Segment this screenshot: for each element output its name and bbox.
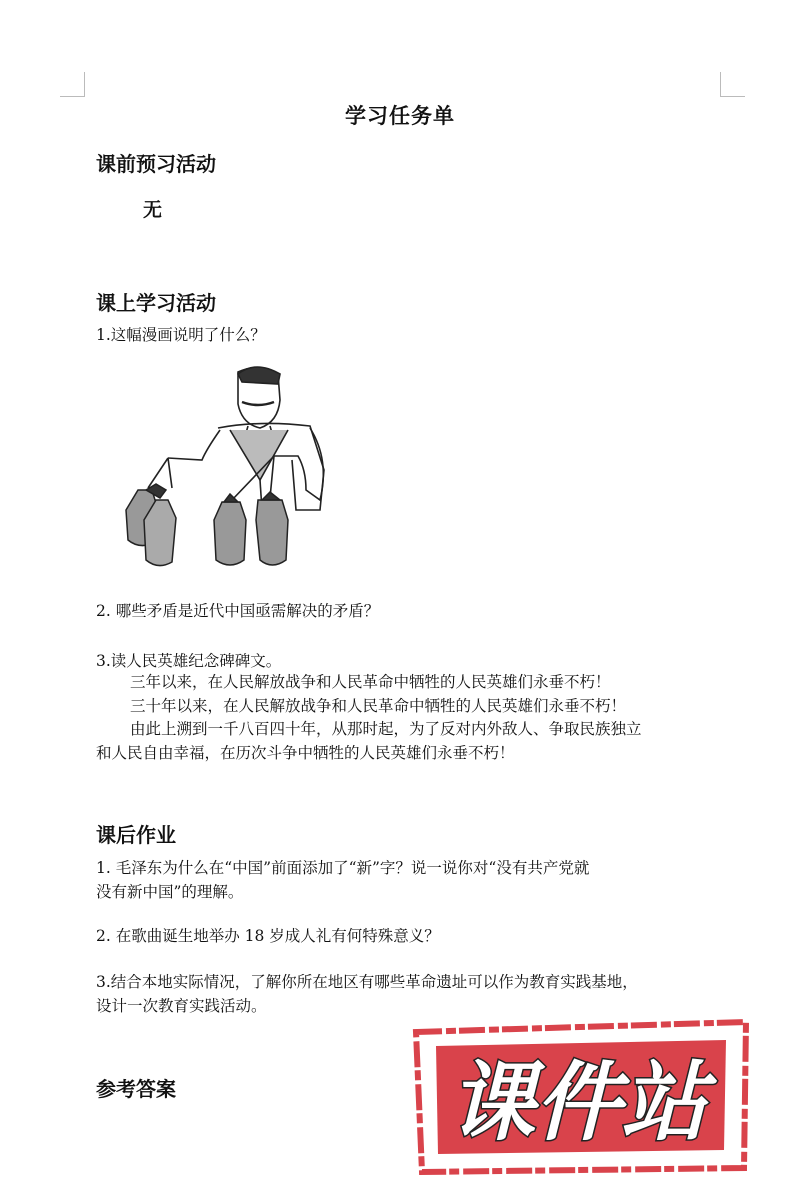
preview-content: 无 bbox=[143, 199, 163, 221]
document-title: 学习任务单 bbox=[345, 103, 455, 128]
homework-question-3-line-1: 3.结合本地实际情况，了解你所在地区有哪些革命遗址可以作为教育实践基地， bbox=[96, 973, 638, 991]
homework-question-1-line-2: 没有新中国”的理解。 bbox=[96, 883, 244, 901]
homework-heading: 课后作业 bbox=[96, 823, 176, 847]
inscription-line-3: 由此上溯到一千八百四十年，从那时起，为了反对内外敌人、争取民族独立 bbox=[130, 720, 642, 738]
inscription-line-4: 和人民自由幸福，在历次斗争中牺牲的人民英雄们永垂不朽！ bbox=[96, 744, 515, 762]
inscription-line-1: 三年以来，在人民解放战争和人民革命中牺牲的人民英雄们永垂不朽！ bbox=[130, 673, 611, 691]
homework-question-2: 2. 在歌曲诞生地举办 18 岁成人礼有何特殊意义？ bbox=[96, 927, 440, 945]
cartoon-illustration bbox=[110, 360, 340, 580]
homework-question-3-line-2: 设计一次教育实践活动。 bbox=[96, 997, 267, 1015]
crop-mark-top-left bbox=[60, 72, 85, 97]
class-heading: 课上学习活动 bbox=[96, 291, 216, 315]
homework-question-1-line-1: 1. 毛泽东为什么在“中国”前面添加了“新”字？说一说你对“没有共产党就 bbox=[96, 859, 590, 877]
class-question-1: 1.这幅漫画说明了什么？ bbox=[96, 326, 266, 344]
crop-mark-top-right bbox=[720, 72, 745, 97]
inscription-line-2: 三十年以来，在人民解放战争和人民革命中牺牲的人民英雄们永垂不朽！ bbox=[130, 697, 627, 715]
answers-heading: 参考答案 bbox=[96, 1077, 176, 1101]
watermark-logo bbox=[408, 1016, 752, 1178]
preview-heading: 课前预习活动 bbox=[96, 152, 216, 176]
class-question-3: 3.读人民英雄纪念碑碑文。 bbox=[96, 652, 282, 670]
watermark-text: 课件站 bbox=[449, 1053, 707, 1153]
class-question-2: 2. 哪些矛盾是近代中国亟需解决的矛盾？ bbox=[96, 602, 380, 620]
